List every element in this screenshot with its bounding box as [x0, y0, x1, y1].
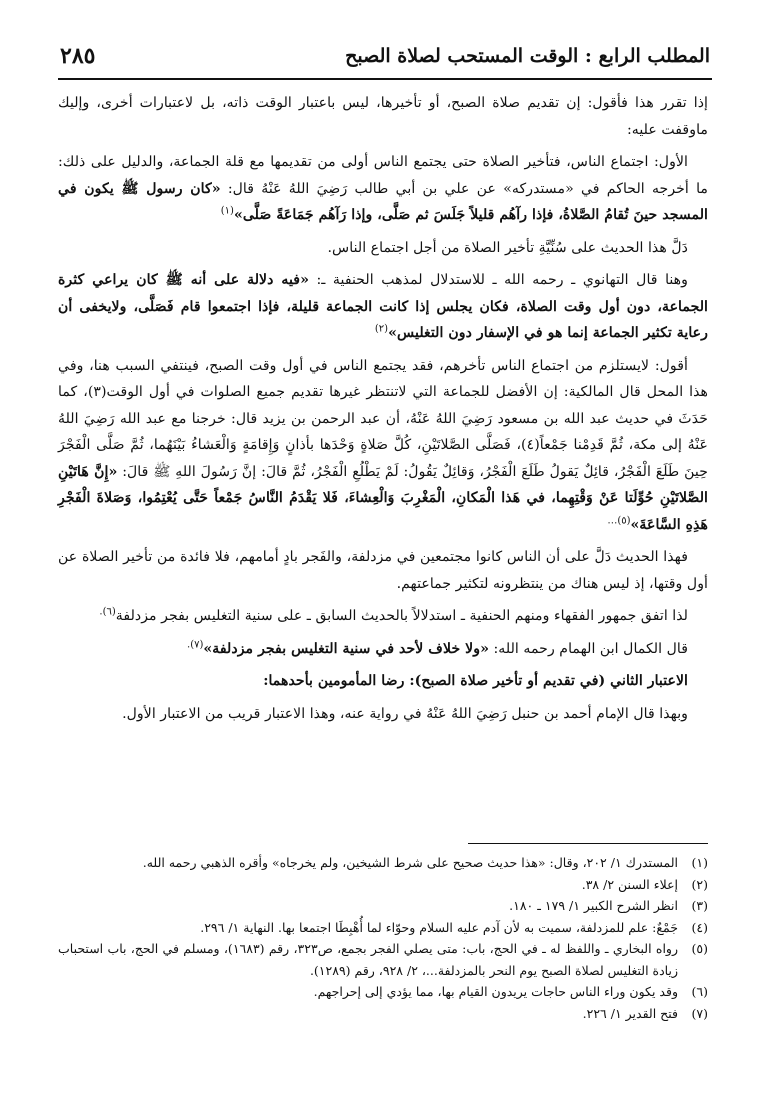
footnote-text: جَمْعٌ: علم للمزدلفة، سميت به لأن آدم عليه السلام وحوّاء لما أُهْبِطَا اجتمعا بها. النهاية ١/ ٢٩٦. — [200, 919, 678, 935]
footnote-ref: (٢) — [374, 323, 389, 335]
footnote — [58, 1003, 708, 1025]
page-header — [60, 36, 710, 76]
footnote-number: (١) — [691, 855, 708, 870]
footnote — [58, 895, 708, 917]
footnote-number: (٢) — [691, 876, 708, 892]
footnote-text: إعلاء السنن ٢/ ٣٨. — [581, 876, 678, 892]
footnote-number: (٣) — [691, 898, 708, 913]
scholar-quote: «فيه دلالة على أنه ﷺ كان يراعي كثرة الجماعة، دون أول وقت الصلاة، فكان يجلس إذا كانت الجماعة قليلة، فإذا اجتمعوا قام فَصَلَّى، ولايخفى أن رعاية تكثير الجماعة إنما هو في الإسفار دون التغليس» — [58, 272, 708, 341]
footnote-text: المستدرك ١/ ٢٠٢، وقال: «هذا حديث صحيح على شرط الشيخين، ولم يخرجاه» وأقره الذهبي رحمه الله. — [142, 855, 678, 870]
footnote-text: فتح القدير ١/ ٢٢٦. — [582, 1005, 678, 1021]
footnote — [58, 917, 708, 939]
footnote — [58, 852, 708, 874]
body-text — [58, 90, 708, 733]
footnote — [58, 874, 708, 896]
scholar-quote: «ولا خلاف لأحد في سنية التغليس بفجر مزدلفة» — [203, 640, 489, 657]
section-heading-text: الاعتبار الثاني (في تقديم أو تأخير صلاة الصبح): رضا المأمومين بأحدهما: — [263, 673, 688, 689]
hadith-quote: «كان رسول ﷺ يكون في المسجد حينَ تُقامُ الصَّلاةُ، فإذا رآهُم قليلاً جَلَسَ ثم صَلَّى، وإذا رَآهُم جَمَاعَةً صَلَّى» — [58, 180, 708, 223]
footnote-number: (٦) — [691, 984, 708, 999]
footnotes — [58, 852, 708, 1024]
footnote-number: (٥) — [691, 941, 708, 956]
paragraph: وبهذا قال الإمام أحمد بن حنبل رَضِيَ اللهُ عَنْهُ في رواية عنه، وهذا الاعتبار قريب من الاعتبار الأول. — [122, 705, 688, 722]
footnote-rule — [468, 843, 708, 844]
footnote-ref: (٦). — [99, 606, 116, 618]
header-rule — [58, 78, 712, 80]
footnote-text: وقد يكون وراء الناس حاجات يريدون القيام بها، مما يؤدي إلى إحراجهم. — [313, 984, 678, 999]
paragraph: إذا تقرر هذا فأقول: إن تقديم صلاة الصبح، أو تأخيرها، ليس باعتبار الوقت ذاته، بل لاعتبارات أخرى، وإليك ماوقفت عليه: — [58, 95, 708, 138]
footnote — [58, 981, 708, 1003]
footnote-ref: (٧). — [187, 638, 204, 650]
page-number: ٢٨٥ — [60, 43, 96, 69]
footnote-ref: (٥)… — [607, 514, 631, 526]
paragraph: لذا اتفق جمهور الفقهاء ومنهم الحنفية ـ استدلالاً بالحديث السابق ـ على سنية التغليس بفجر مزدلفة$^{(٦).}$ — [99, 606, 688, 624]
footnote-number: (٤) — [691, 919, 708, 935]
footnote-number: (٧) — [691, 1005, 708, 1021]
paragraph: الأول: اجتماع الناس، فتأخير الصلاة حتى يجتمع الناس أولى من تقديمها مع قلة الجماعة، والدليل على ذلك: ما أخرجه الحاكم في «مستدركه» عن علي بن أبي طالب رَضِيَ اللهُ عَنْهُ قال: «كان رسول ﷺ يكون في المسجد حينَ تُقامُ الصَّلاةُ، فإذا رآهُم قليلاً جَلَسَ ثم صَلَّى، وإذا رَآهُم جَمَاعَةً صَلَّى»$^{(١)}$ — [58, 154, 708, 223]
paragraph: فهذا الحديث دَلَّ على أن الناس كانوا مجتمعين في مزدلفة، والفَجر بادٍ أمامهم، فلا فائدة من تأخير الصلاة عن أول وقتها، إذ ليس هناك من ينتظرونه لتكثير جماعتهم. — [58, 549, 708, 592]
paragraph: أقول: لايستلزم من اجتماع الناس تأخرهم، فقد يجتمع الناس في أول وقت الصبح، فينتفي السبب هنا، وفي هذا المحل قال المالكية: إن الأفضل للجماعة التي لاتنتظر غيرها تقديم جميع الصلوات في أول الوقت(٣)، كما حَدَثَ في حديث عبد الله بن مسعود رَضِيَ اللهُ عَنْهُ، أن عبد الرحمن بن يزيد قال: خرجنا مع عبد الله رَضِيَ اللهُ عَنْهُ إلى مكة، ثُمَّ قَدِمْنا جَمْعاً(٤)، فَصَلَّى الصَّلاتَيْنِ، كُلَّ صَلاةٍ وَحْدَها بأذانٍ وَإِقامَةٍ وَالْعَشاءُ بَيْنَهُما، ثُمَّ صَلَّى الْفَجْرَ حِينَ طَلَعَ الْفَجْرُ، قائِلٌ يَقولُ طَلَعَ الْفَجْرُ، وَقائِلٌ يَقُولُ: لَمْ يَطْلُعِ الْفَجْرُ، ثُمَّ قالَ: إنَّ رَسُولَ اللهِ ﷺ قالَ: «إِنَّ هَاتَيْنِ الصَّلاتَيْنِ حُوِّلَتا عَنْ وَقْتِهِما، في هَذا الْمَكانِ، الْمَغْرِبَ وَالْعِشاءَ، فَلا يَقْدَمُ النَّاسُ جَمْعاً حَتَّى يُعْتِمُوا، وَصَلاةَ الْفَجْرِ هَذِهِ السَّاعَةَ»$^{(٥)\dots}$ — [58, 357, 709, 533]
paragraph: قال الكمال ابن الهمام رحمه الله: «ولا خلاف لأحد في سنية التغليس بفجر مزدلفة»$^{(٧).}$ — [187, 638, 688, 657]
footnote-ref: (١) — [220, 205, 234, 217]
hadith-quote: «إِنَّ هَاتَيْنِ الصَّلاتَيْنِ حُوِّلَتا عَنْ وَقْتِهِما، في هَذا الْمَكانِ، الْمَغْرِبَ وَالْعِشاءَ، فَلا يَقْدَمُ النَّاسُ جَمْعاً حَتَّى يُعْتِمُوا، وَصَلاةَ الْفَجْرِ هَذِهِ السَّاعَةَ» — [58, 463, 708, 533]
paragraph: دَلَّ هذا الحديث على سُنِّيَّةِ تأخير الصلاة من أجل اجتماع الناس. — [327, 239, 688, 256]
section-heading — [58, 668, 708, 695]
running-title: المطلب الرابع : الوقت المستحب لصلاة الصبح — [345, 45, 710, 67]
footnote-text: رواه البخاري ـ واللفظ له ـ في الحج، باب: متى يصلي الفجر بجمع، ص٣٢٣، رقم (١٦٨٣)، ومسلم في الحج، باب استحباب زيادة التغليس لصلاة الصبح يوم النحر بالمزدلفة...، ٢/ ٩٢٨، رقم (١٢٨٩). — [58, 941, 678, 978]
footnote-text: انظر الشرح الكبير ١/ ١٧٩ ـ ١٨٠. — [509, 898, 678, 913]
paragraph: وهنا قال التهانوي ـ رحمه الله ـ للاستدلال لمذهب الحنفية ـ: «فيه دلالة على أنه ﷺ كان يراعي كثرة الجماعة، دون أول وقت الصلاة، فكان يجلس إذا كانت الجماعة قليلة، فإذا اجتمعوا قام فَصَلَّى، ولايخفى أن رعاية تكثير الجماعة إنما هو في الإسفار دون التغليس»$^{(٢)}$ — [58, 272, 708, 341]
footnote — [58, 938, 708, 981]
